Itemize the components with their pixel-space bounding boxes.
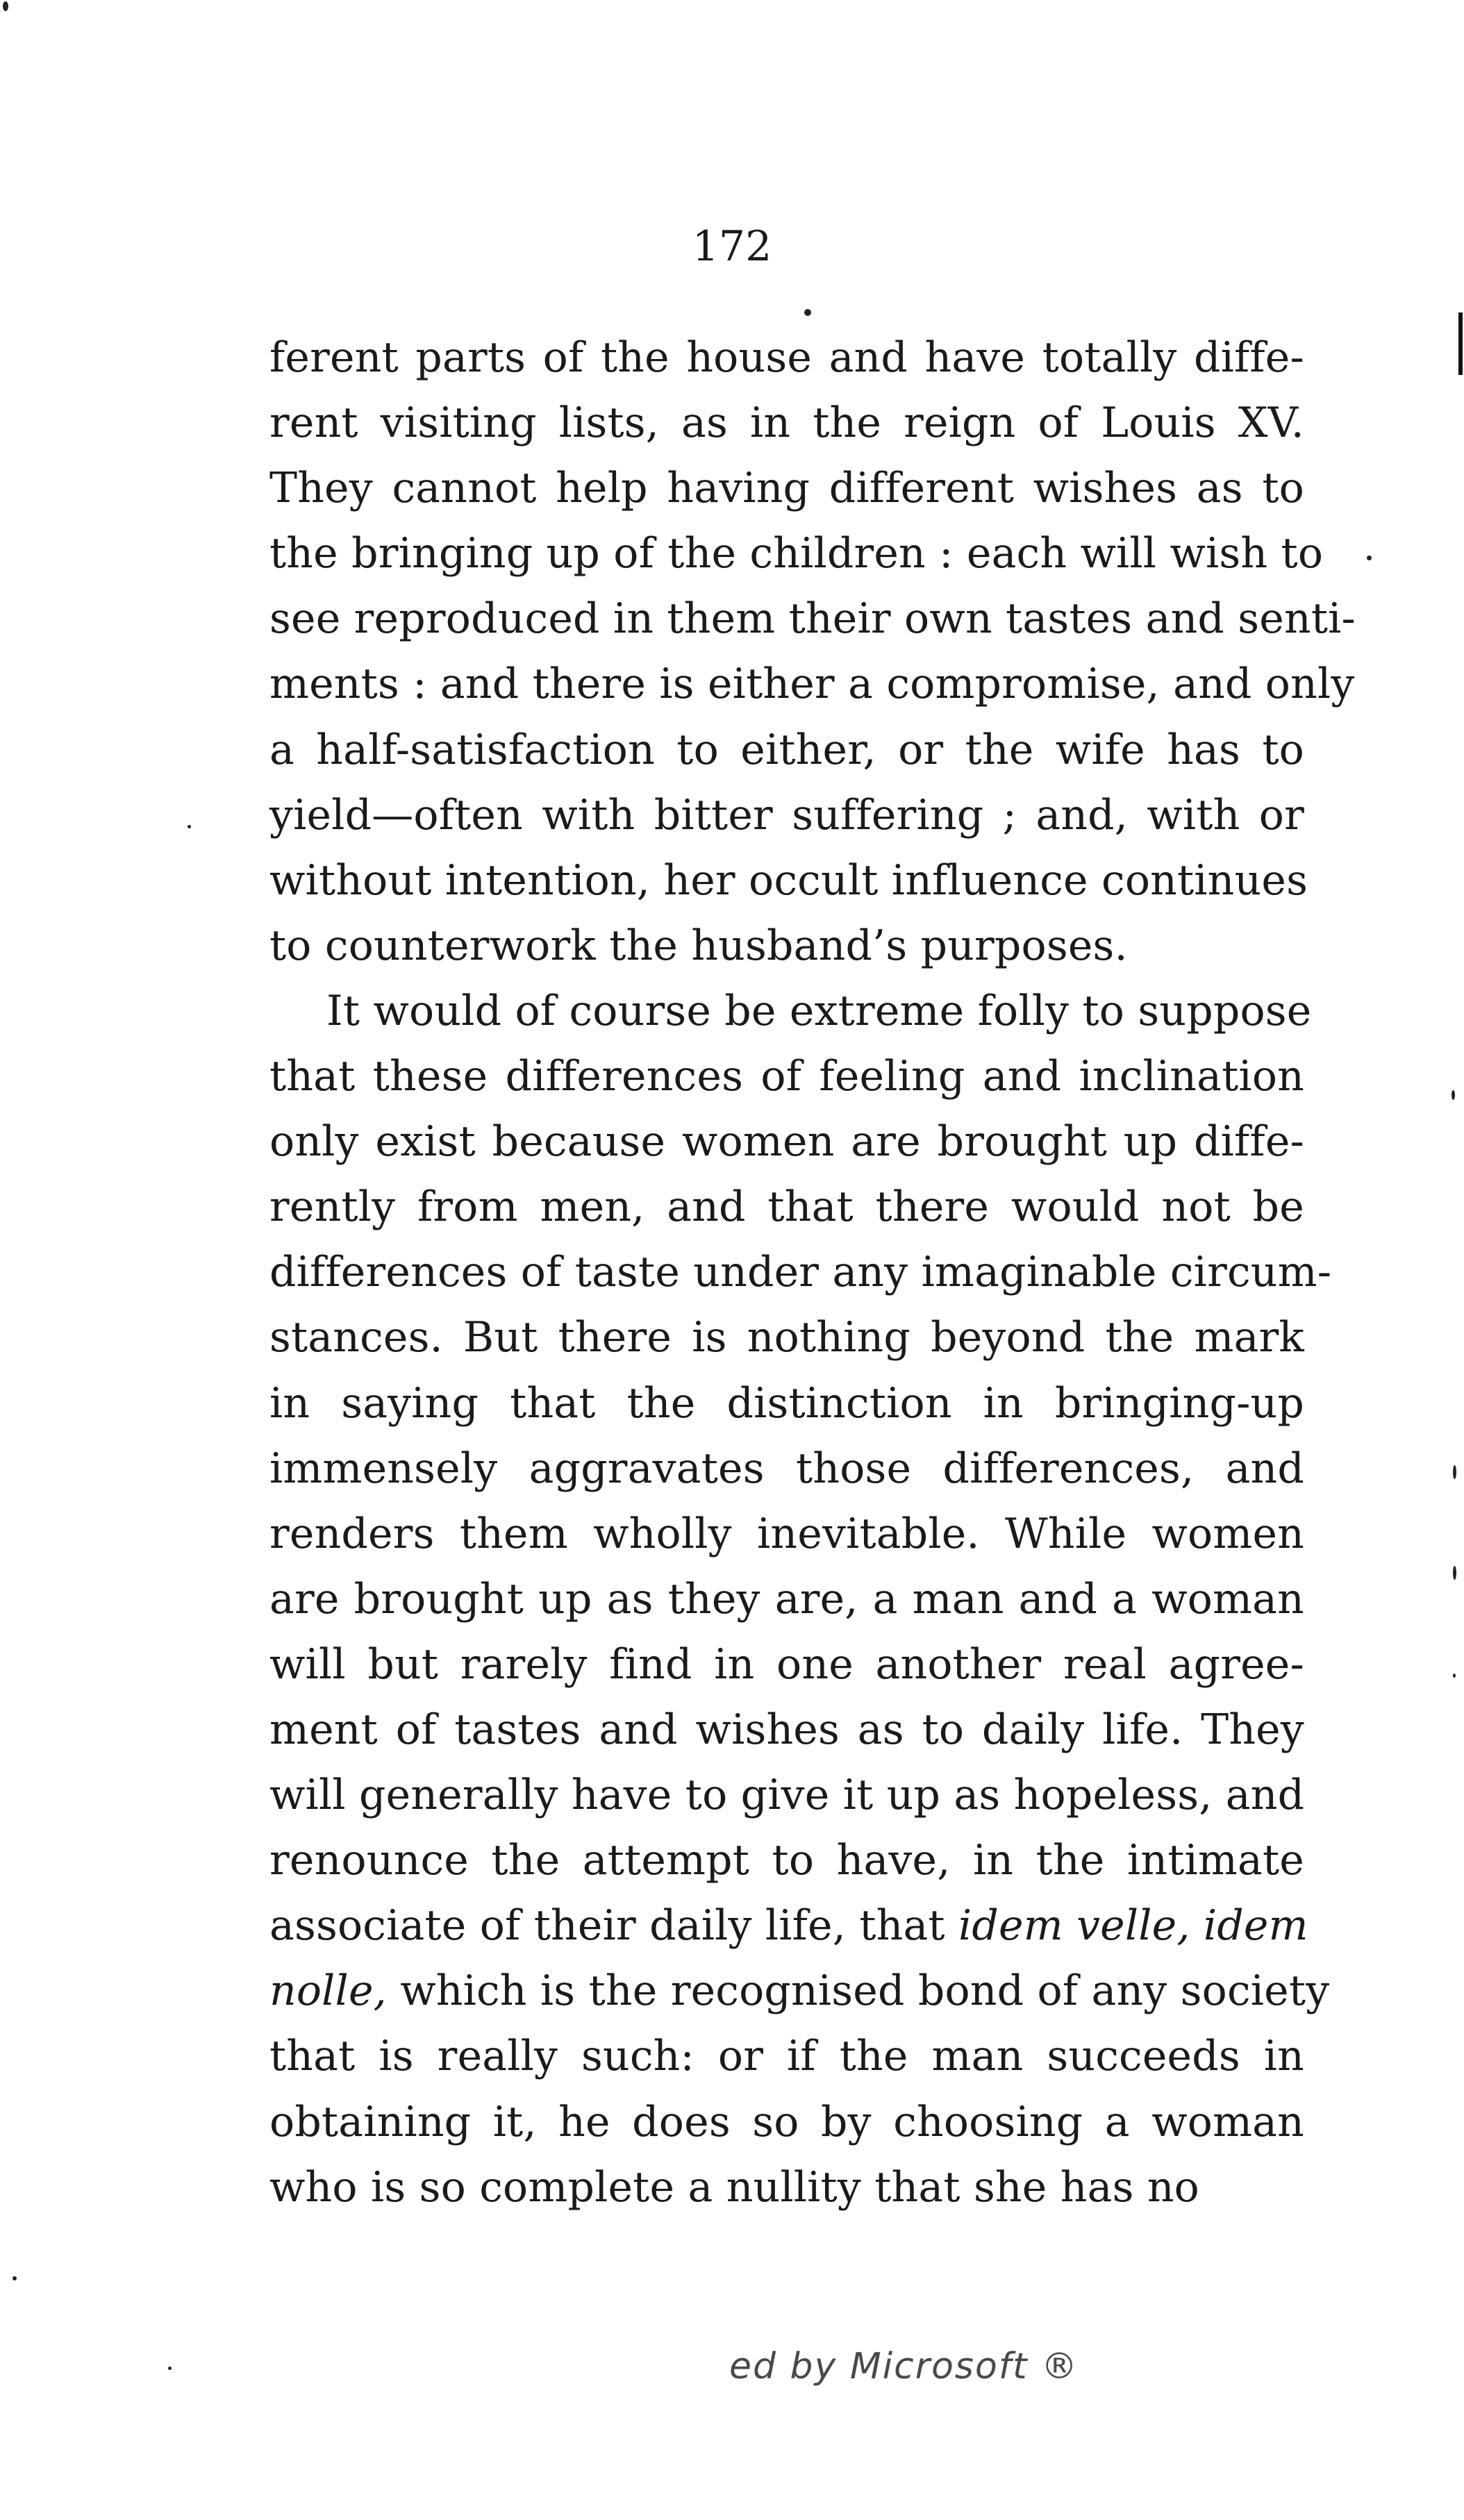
scan-speck: [1451, 1090, 1455, 1100]
scan-speck: [804, 309, 811, 316]
paragraph-start-line: It would of course be extreme folly to suppose: [326, 986, 1312, 1035]
text-line: obtaining it, he does so by choosing a woman: [269, 2097, 1304, 2146]
text-line: see reproduced in them their own tastes and senti-: [269, 594, 1356, 644]
scan-speck: [1367, 556, 1372, 560]
text-line: renders them wholly inevitable. While women: [269, 1509, 1304, 1558]
scan-margin-mark: [1458, 312, 1463, 375]
text-run: which is the recognised bond of any society: [386, 1967, 1330, 2016]
text-line: are brought up as they are, a man and a woman: [269, 1574, 1304, 1624]
text-line: ments : and there is either a compromise, and only: [269, 660, 1355, 709]
latin-phrase: nolle,: [269, 1967, 387, 2016]
text-line-with-italic: [269, 1893, 1308, 1958]
text-line: stances. But there is nothing beyond the mark: [269, 1313, 1304, 1362]
text-line: yield—often with bitter suffering ; and, with or: [269, 790, 1304, 840]
text-line: that these differences of feeling and inclination: [269, 1052, 1304, 1101]
scan-speck: [188, 825, 191, 828]
scan-speck: [1453, 1674, 1456, 1678]
text-line: only exist because women are brought up diffe-: [269, 1117, 1304, 1167]
scan-speck: [1453, 1465, 1456, 1479]
scan-speck: [1453, 1566, 1456, 1580]
text-line: that is really such: or if the man succeeds in: [269, 2032, 1304, 2081]
text-line: immensely aggravates those differences, and: [269, 1444, 1304, 1493]
scan-speck: [168, 2367, 172, 2370]
text-line: ferent parts of the house and have totally diffe-: [269, 333, 1304, 382]
text-line: the bringing up of the children : each will wish to: [269, 529, 1324, 578]
page-number: 172: [692, 222, 772, 271]
scan-speck: [3, 1, 8, 11]
text-line: rently from men, and that there would not be: [269, 1183, 1304, 1232]
text-line: a half-satisfaction to either, or the wife has to: [269, 725, 1304, 774]
text-line: will but rarely find in one another real agree-: [269, 1639, 1304, 1689]
text-run: associate of their daily life, that: [269, 1901, 959, 1951]
text-line: renounce the attempt to have, in the intimate: [269, 1836, 1304, 1885]
digitization-watermark: ed by Microsoft ®: [729, 2346, 1079, 2387]
scan-speck: [13, 2276, 17, 2280]
text-line: ment of tastes and wishes as to daily life. They: [269, 1705, 1304, 1754]
text-line-with-italic: [269, 1958, 1330, 2023]
text-line: who is so complete a nullity that she has no: [269, 2162, 1199, 2212]
text-line: without intention, her occult influence continues: [269, 856, 1308, 905]
text-line: will generally have to give it up as hopeless, and: [269, 1771, 1305, 1820]
text-line: rent visiting lists, as in the reign of Louis XV.: [269, 399, 1304, 448]
text-line: in saying that the distinction in bringing-up: [269, 1378, 1304, 1428]
text-line: differences of taste under any imaginable circum-: [269, 1248, 1332, 1297]
paragraph-end-line: to counterwork the husband’s purposes.: [269, 921, 1128, 970]
body-text: [269, 325, 1356, 2220]
latin-phrase: idem velle, idem: [958, 1901, 1308, 1951]
text-line: They cannot help having different wishes as to: [269, 464, 1304, 513]
